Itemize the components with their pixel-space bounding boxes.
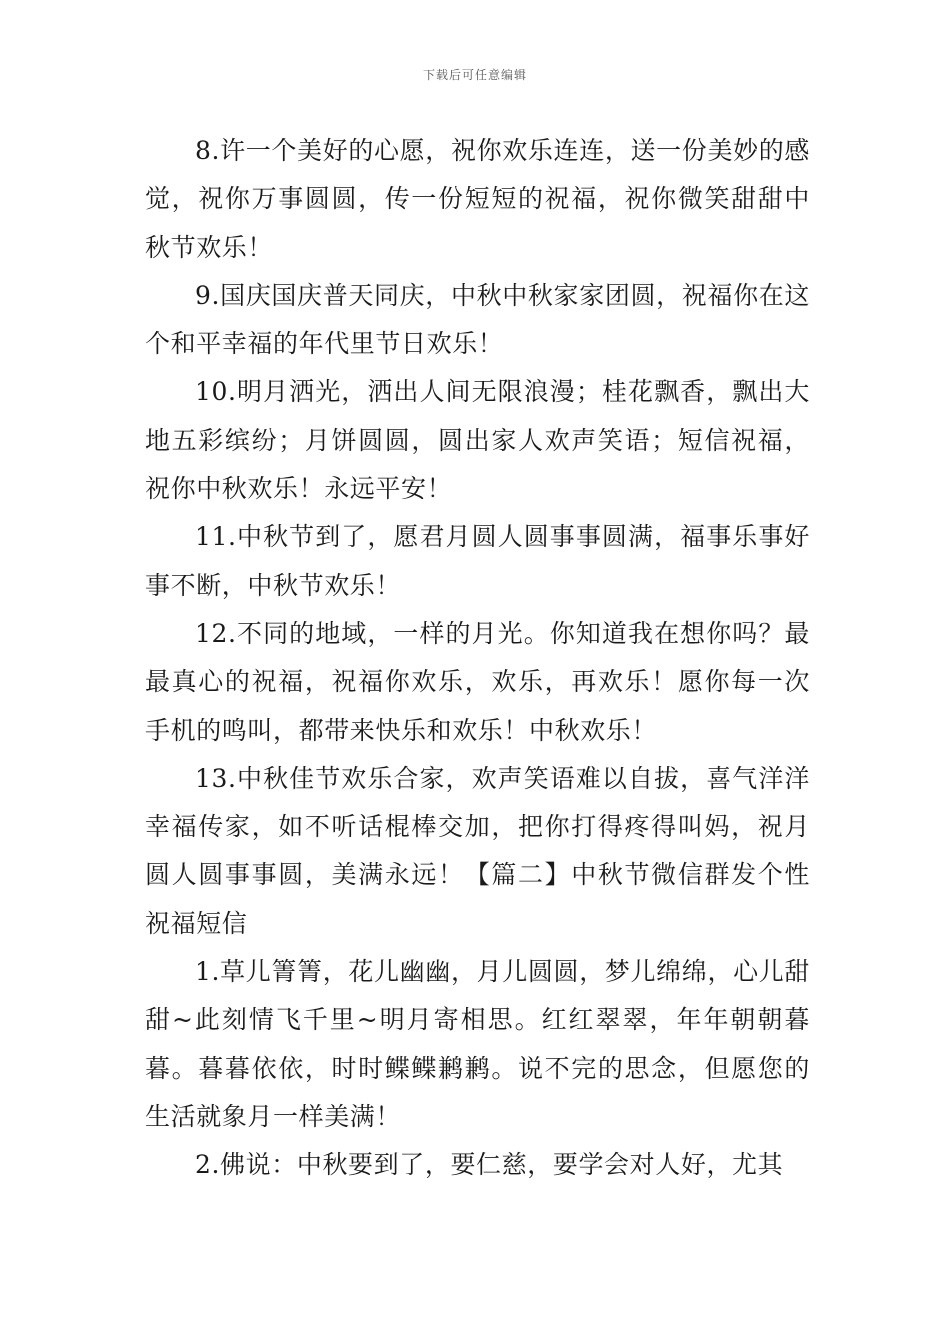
paragraph-13: 13.中秋佳节欢乐合家，欢声笑语难以自拔，喜气洋洋幸福传家，如不听话棍棒交加，把你打得疼得叫妈，祝月圆人圆事事圆，美满永远！【篇二】中秋节微信群发个性祝福短信 xyxy=(145,763,810,938)
paragraph-part2-2: 2.佛说：中秋要到了，要仁慈，要学会对人好，尤其 xyxy=(195,1150,784,1180)
paragraph-10: 10.明月洒光，洒出人间无限浪漫；桂花飘香，飘出大地五彩缤纷；月饼圆圆，圆出家人欢声笑语；短信祝福，祝你中秋欢乐！永远平安！ xyxy=(145,377,810,504)
paragraph-12: 12.不同的地域，一样的月光。你知道我在想你吗？最最真心的祝福，祝福你欢乐，欢乐，再欢乐！愿你每一次手机的鸣叫，都带来快乐和欢乐！中秋欢乐！ xyxy=(145,618,810,745)
paragraph-11: 11.中秋节到了，愿君月圆人圆事事圆满，福事乐事好事不断，中秋节欢乐！ xyxy=(145,522,810,600)
paragraph-8: 8.许一个美好的心愿，祝你欢乐连连，送一份美妙的感觉，祝你万事圆圆，传一份短短的祝福，祝你微笑甜甜中秋节欢乐！ xyxy=(145,136,810,262)
document-body xyxy=(145,127,810,1190)
paragraph-part2-1: 1.草儿箐箐，花儿幽幽，月儿圆圆，梦儿绵绵，心儿甜甜~此刻情飞千里~明月寄相思。红红翠翠，年年朝朝暮暮。暮暮依依，时时鲽鲽鹣鹣。说不完的思念，但愿您的生活就象月一样美满！ xyxy=(145,957,810,1131)
page-header: 下载后可任意编辑 xyxy=(422,68,527,82)
paragraph-9: 9.国庆国庆普天同庆，中秋中秋家家团圆，祝福你在这个和平幸福的年代里节日欢乐！ xyxy=(145,280,810,359)
